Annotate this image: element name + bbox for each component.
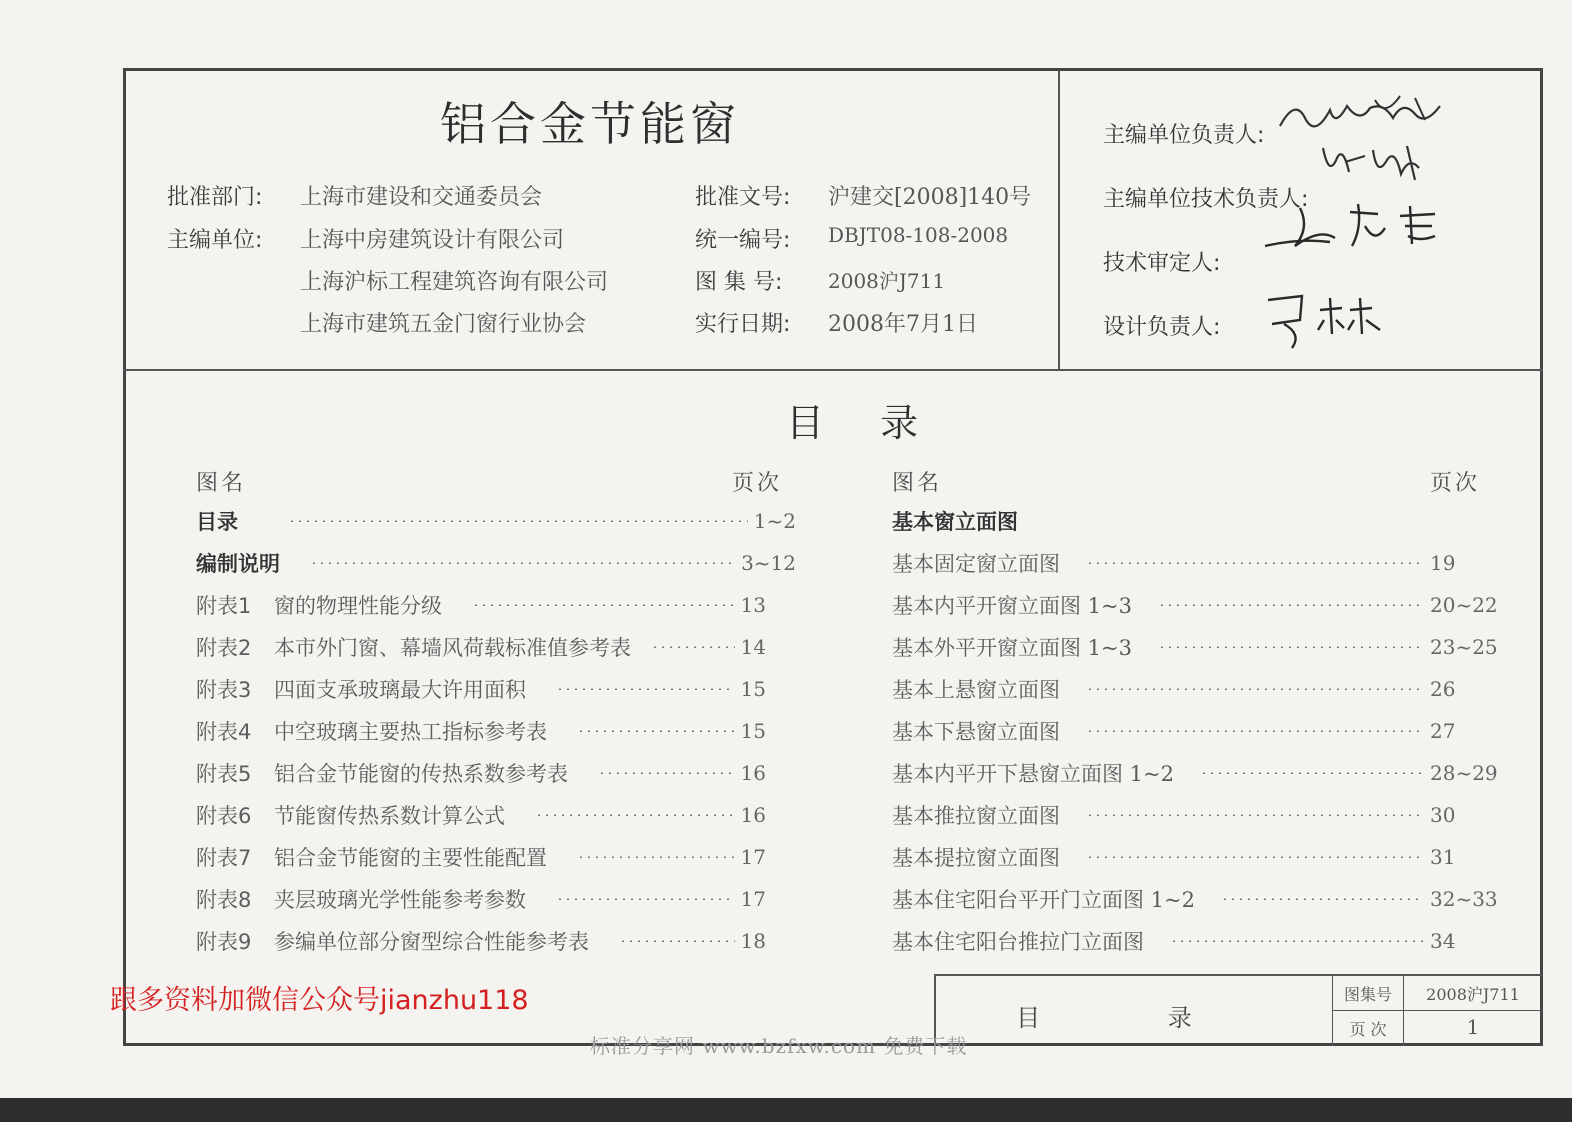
doc-no: 沪建交[2008]140号 — [828, 185, 1032, 210]
title-block-atlas-label: 图集号 — [1343, 985, 1392, 1004]
toc-entry-name: 基本内平开下悬窗立面图 1~2 — [892, 762, 1174, 786]
toc-entry-left[interactable] — [196, 757, 766, 789]
toc-entry-right[interactable] — [892, 883, 1500, 915]
dot-leader — [556, 688, 735, 690]
toc-entry-left[interactable] — [196, 547, 796, 579]
title-block-atlas-value: 2008沪J711 — [1426, 985, 1520, 1004]
toc-entry-page: 17 — [740, 845, 766, 869]
toc-entry-page: 14 — [740, 635, 766, 659]
unified-no-label: 统一编号: — [695, 228, 791, 253]
toc-entry-page: 18 — [740, 929, 766, 953]
toc-entry-name: 参编单位部分窗型综合性能参考表 — [274, 930, 589, 954]
toc-entry-page: 23~25 — [1430, 635, 1498, 659]
toc-entry-page: 20~22 — [1430, 593, 1498, 617]
signature-lead-unit-head — [1275, 88, 1455, 138]
toc-entry-right[interactable] — [892, 925, 1500, 957]
dot-leader — [556, 898, 735, 900]
toc-entry-prefix: 附表7 — [196, 846, 252, 870]
toc-entry-page: 32~33 — [1430, 887, 1498, 911]
lead-unit-head-label: 主编单位负责人: — [1103, 123, 1265, 148]
toc-entry-prefix: 附表3 — [196, 678, 252, 702]
toc-entry-name: 基本外平开窗立面图 1~3 — [892, 636, 1132, 660]
right-col-page-header: 页次 — [1430, 471, 1481, 496]
toc-entry-prefix: 附表9 — [196, 930, 252, 954]
title-block-name: 目 录 — [1016, 1004, 1252, 1032]
dot-leader — [1086, 688, 1424, 690]
toc-entry-left[interactable] — [196, 883, 766, 915]
toc-entry-right[interactable] — [892, 673, 1500, 705]
dot-leader — [577, 856, 735, 858]
left-col-name-header: 图名 — [196, 471, 247, 496]
toc-entry-page: 19 — [1430, 551, 1456, 575]
atlas-no: 2008沪J711 — [828, 269, 946, 293]
toc-entry-left[interactable] — [196, 715, 766, 747]
toc-entry-name: 基本提拉窗立面图 — [892, 846, 1060, 870]
toc-entry-name: 基本下悬窗立面图 — [892, 720, 1060, 744]
toc-entry-page: 15 — [740, 719, 766, 743]
toc-entry-name: 基本住宅阳台平开门立面图 1~2 — [892, 888, 1195, 912]
dot-leader — [1086, 730, 1424, 732]
watermark-red-text: 跟多资料加微信公众号jianzhu118 — [110, 985, 529, 1016]
toc-entry-page: 13 — [740, 593, 766, 617]
toc-entry-prefix: 附表4 — [196, 720, 252, 744]
toc-entry-name: 窗的物理性能分级 — [274, 594, 442, 618]
dot-leader — [1086, 856, 1424, 858]
toc-entry-name: 节能窗传热系数计算公式 — [274, 804, 505, 828]
title-block-page-value: 1 — [1466, 1015, 1480, 1039]
toc-entry-page: 28~29 — [1430, 761, 1498, 785]
dot-leader — [535, 814, 735, 816]
toc-entry-page: 30 — [1430, 803, 1456, 827]
toc-entry-page: 26 — [1430, 677, 1456, 701]
toc-entry-name: 夹层玻璃光学性能参考参数 — [274, 888, 526, 912]
left-col-page-header: 页次 — [732, 471, 783, 496]
toc-entry-name: 基本固定窗立面图 — [892, 552, 1060, 576]
dot-leader — [1158, 604, 1424, 606]
chief-editor-3: 上海市建筑五金门窗行业协会 — [300, 312, 587, 337]
toc-entry-page: 16 — [740, 761, 766, 785]
toc-entry-name: 本市外门窗、幕墙风荷载标准值参考表 — [274, 636, 631, 660]
toc-entry-name: 四面支承玻璃最大许用面积 — [274, 678, 526, 702]
scan-bottom-edge — [0, 1098, 1572, 1122]
title-block-page-label: 页 次 — [1349, 1020, 1387, 1039]
toc-entry-left[interactable] — [196, 589, 766, 621]
toc-entry-left[interactable] — [196, 925, 766, 957]
dot-leader — [577, 730, 735, 732]
effective-date: 2008年7月1日 — [828, 312, 978, 337]
doc-no-label: 批准文号: — [695, 185, 791, 210]
toc-entry-prefix: 附表8 — [196, 888, 252, 912]
toc-entry-right[interactable] — [892, 589, 1500, 621]
toc-entry-right[interactable] — [892, 799, 1500, 831]
toc-entry-name: 基本内平开窗立面图 1~3 — [892, 594, 1132, 618]
unified-no: DBJT08-108-2008 — [828, 223, 1009, 247]
toc-entry-page: 17 — [740, 887, 766, 911]
toc-entry-right[interactable] — [892, 715, 1500, 747]
toc-entry-prefix: 附表1 — [196, 594, 252, 618]
toc-section-heading — [892, 505, 1292, 537]
toc-entry-left[interactable] — [196, 631, 766, 663]
watermark-gray-text: 标准分享网 www.bzfxw.com 免费下载 — [590, 1034, 968, 1058]
toc-entry-name: 铝合金节能窗的主要性能配置 — [274, 846, 547, 870]
atlas-no-label: 图 集 号: — [695, 270, 783, 295]
toc-entry-name: 编制说明 — [196, 552, 280, 576]
toc-entry-left[interactable] — [196, 841, 766, 873]
toc-entry-left[interactable] — [196, 673, 766, 705]
toc-entry-right[interactable] — [892, 631, 1500, 663]
toc-entry-right[interactable] — [892, 841, 1500, 873]
toc-entry-name: 目录 — [196, 510, 238, 534]
dot-leader — [1086, 562, 1424, 564]
dot-leader — [1086, 814, 1424, 816]
chief-editor-label: 主编单位: — [167, 228, 263, 253]
toc-entry-name: 铝合金节能窗的传热系数参考表 — [274, 762, 568, 786]
approval-dept-label: 批准部门: — [167, 185, 263, 210]
toc-entry-name: 基本推拉窗立面图 — [892, 804, 1060, 828]
title-block-mid — [1332, 1010, 1542, 1011]
toc-title: 目 录 — [786, 401, 941, 445]
chief-editor-2: 上海沪标工程建筑咨询有限公司 — [300, 270, 609, 295]
header-vertical-divider — [1058, 70, 1060, 370]
toc-entry-page: 1~2 — [753, 509, 796, 533]
toc-entry-right[interactable] — [892, 757, 1500, 789]
dot-leader — [310, 562, 735, 564]
toc-entry-page: 31 — [1430, 845, 1456, 869]
dot-leader — [619, 940, 735, 942]
toc-entry-page: 16 — [740, 803, 766, 827]
tech-reviewer-label: 技术审定人: — [1103, 251, 1221, 276]
dot-leader — [598, 772, 735, 774]
toc-section-name: 基本窗立面图 — [892, 510, 1018, 534]
right-col-name-header: 图名 — [892, 471, 943, 496]
toc-entry-prefix: 附表5 — [196, 762, 252, 786]
toc-entry-page: 15 — [740, 677, 766, 701]
toc-entry-page: 34 — [1430, 929, 1456, 953]
toc-entry-page: 27 — [1430, 719, 1456, 743]
dot-leader — [1158, 646, 1424, 648]
signature-lead-unit-tech — [1315, 138, 1435, 188]
chief-editor-1: 上海中房建筑设计有限公司 — [300, 228, 565, 253]
dot-leader — [651, 646, 735, 648]
toc-entry-name: 基本住宅阳台推拉门立面图 — [892, 930, 1144, 954]
lead-unit-tech-label: 主编单位技术负责人: — [1103, 187, 1309, 212]
dot-leader — [1170, 940, 1424, 942]
header-divider — [123, 369, 1543, 371]
toc-entry-right[interactable] — [892, 547, 1500, 579]
approval-dept: 上海市建设和交通委员会 — [300, 185, 543, 210]
toc-entry-left[interactable] — [196, 799, 766, 831]
effective-date-label: 实行日期: — [695, 312, 791, 337]
toc-entry-prefix: 附表2 — [196, 636, 252, 660]
toc-entry-prefix: 附表6 — [196, 804, 252, 828]
title-block-top — [934, 974, 1542, 976]
signature-tech-reviewer — [1260, 198, 1460, 258]
toc-entry-page: 3~12 — [741, 551, 796, 575]
toc-entry-name: 中空玻璃主要热工指标参考表 — [274, 720, 547, 744]
toc-entry-name: 基本上悬窗立面图 — [892, 678, 1060, 702]
dot-leader — [1200, 772, 1424, 774]
document-title: 铝合金节能窗 — [440, 97, 740, 151]
signature-design-lead — [1262, 290, 1392, 355]
dot-leader — [472, 604, 735, 606]
dot-leader — [288, 520, 748, 522]
design-lead-label: 设计负责人: — [1103, 315, 1221, 340]
toc-entry-left[interactable] — [196, 505, 796, 537]
dot-leader — [1221, 898, 1424, 900]
